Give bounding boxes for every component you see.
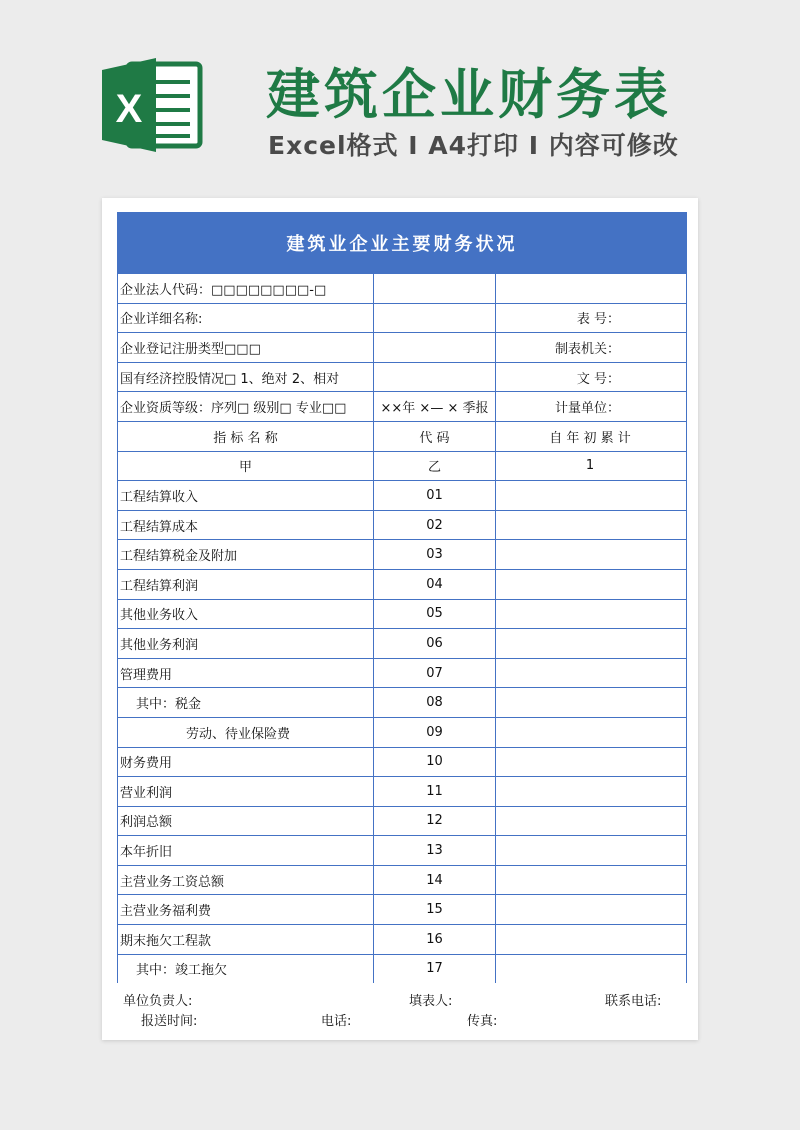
excel-logo-icon	[100, 58, 204, 152]
column-subheader-row	[118, 451, 686, 481]
logo-letter: X	[115, 87, 143, 131]
ytd-value-cell[interactable]	[496, 629, 684, 658]
code-cell[interactable]: 16	[374, 925, 496, 954]
code-cell[interactable]: 04	[374, 570, 496, 599]
table-row	[118, 894, 686, 924]
ytd-value-cell[interactable]	[496, 481, 684, 510]
info-meta-cell[interactable]: 文 号：	[576, 371, 620, 387]
ytd-value-cell[interactable]	[496, 600, 684, 629]
page-subtitle: Excel格式 I A4打印 I 内容可修改	[268, 131, 679, 160]
indicator-name-cell[interactable]: 管理费用	[118, 659, 374, 688]
info-value-cell[interactable]: ××年 ×— × 季报	[374, 392, 496, 421]
info-label-cell[interactable]: 国有经济控股情况□ 1、绝对 2、相对	[118, 363, 374, 392]
info-row	[118, 362, 686, 392]
filler-label: 填表人:	[409, 994, 453, 1009]
info-row	[118, 391, 686, 421]
code-cell[interactable]: 09	[374, 718, 496, 747]
indicator-name-cell[interactable]: 劳动、待业保险费	[118, 718, 374, 747]
info-row	[118, 332, 686, 362]
info-meta-cell[interactable]: 制表机关：	[554, 341, 620, 357]
table-row	[118, 835, 686, 865]
ytd-value-cell[interactable]	[496, 748, 684, 777]
paper-sheet	[102, 198, 698, 1040]
header-ytd-total[interactable]: 自 年 初 累 计	[549, 430, 631, 446]
table-row	[118, 510, 686, 540]
table-row	[118, 658, 686, 688]
subheader-jia[interactable]: 甲	[118, 452, 374, 481]
ytd-value-cell[interactable]	[496, 688, 684, 717]
page-title: 建筑企业财务表	[266, 63, 672, 126]
phone-label: 电话:	[321, 1014, 352, 1029]
ytd-value-cell[interactable]	[496, 718, 684, 747]
subheader-one[interactable]: 1	[585, 457, 595, 473]
code-cell[interactable]: 02	[374, 511, 496, 540]
info-row	[118, 303, 686, 333]
info-value-cell[interactable]	[374, 363, 496, 392]
table-row	[118, 954, 686, 984]
code-cell[interactable]: 08	[374, 688, 496, 717]
table-row	[118, 776, 686, 806]
table-row	[118, 717, 686, 747]
indicator-name-cell[interactable]: 主营业务福利费	[118, 895, 374, 924]
code-cell[interactable]: 11	[374, 777, 496, 806]
indicator-name-cell[interactable]: 营业利润	[118, 777, 374, 806]
info-value-cell[interactable]	[374, 333, 496, 362]
code-cell[interactable]: 10	[374, 748, 496, 777]
indicator-name-cell[interactable]: 工程结算税金及附加	[118, 540, 374, 569]
info-label-cell[interactable]: 企业资质等级：序列□ 级别□ 专业□□	[118, 392, 374, 421]
indicator-name-cell[interactable]: 利润总额	[118, 807, 374, 836]
ytd-value-cell[interactable]	[496, 836, 684, 865]
indicator-name-cell[interactable]: 其中：竣工拖欠	[118, 955, 374, 984]
code-cell[interactable]: 01	[374, 481, 496, 510]
indicator-name-cell[interactable]: 财务费用	[118, 748, 374, 777]
code-cell[interactable]: 14	[374, 866, 496, 895]
ytd-value-cell[interactable]	[496, 895, 684, 924]
table-title: 建筑业企业主要财务状况	[118, 213, 686, 273]
table-row	[118, 599, 686, 629]
indicator-name-cell[interactable]: 其中：税金	[118, 688, 374, 717]
table-row	[118, 687, 686, 717]
ytd-value-cell[interactable]	[496, 570, 684, 599]
ytd-value-cell[interactable]	[496, 659, 684, 688]
code-cell[interactable]: 12	[374, 807, 496, 836]
table-row	[118, 480, 686, 510]
contact-phone-label: 联系电话:	[605, 994, 662, 1009]
info-value-cell[interactable]	[374, 274, 496, 303]
info-label-cell[interactable]: 企业法人代码：□□□□□□□□-□	[118, 274, 374, 303]
code-cell[interactable]: 06	[374, 629, 496, 658]
indicator-name-cell[interactable]: 期末拖欠工程款	[118, 925, 374, 954]
fax-label: 传真:	[467, 1014, 498, 1029]
table-row	[118, 865, 686, 895]
table-row	[118, 569, 686, 599]
ytd-value-cell[interactable]	[496, 955, 684, 984]
table-row	[118, 806, 686, 836]
info-meta-cell[interactable]: 表 号：	[576, 312, 620, 328]
unit-head-label: 单位负责人:	[123, 994, 193, 1009]
table-row	[118, 628, 686, 658]
info-row	[118, 273, 686, 303]
info-meta-cell[interactable]: 计量单位：	[554, 401, 620, 417]
indicator-name-cell[interactable]: 主营业务工资总额	[118, 866, 374, 895]
column-header-row	[118, 421, 686, 451]
submit-time-label: 报送时间:	[141, 1014, 198, 1029]
code-cell[interactable]: 05	[374, 600, 496, 629]
ytd-value-cell[interactable]	[496, 866, 684, 895]
code-cell[interactable]: 07	[374, 659, 496, 688]
subheader-yi[interactable]: 乙	[374, 452, 496, 481]
info-label-cell[interactable]: 企业详细名称:	[118, 304, 374, 333]
indicator-name-cell[interactable]: 其他业务收入	[118, 600, 374, 629]
code-cell[interactable]: 13	[374, 836, 496, 865]
header-indicator-name[interactable]: 指 标 名 称	[118, 422, 374, 451]
financial-table	[117, 212, 687, 983]
indicator-name-cell[interactable]: 工程结算利润	[118, 570, 374, 599]
info-meta-cell[interactable]	[496, 274, 684, 303]
indicator-name-cell[interactable]: 本年折旧	[118, 836, 374, 865]
table-row	[118, 924, 686, 954]
code-cell[interactable]: 17	[374, 955, 496, 984]
ytd-value-cell[interactable]	[496, 511, 684, 540]
indicator-name-cell[interactable]: 其他业务利润	[118, 629, 374, 658]
header-code[interactable]: 代 码	[374, 422, 496, 451]
info-label-cell[interactable]: 企业登记注册类型□□□	[118, 333, 374, 362]
info-value-cell[interactable]	[374, 304, 496, 333]
ytd-value-cell[interactable]	[496, 777, 684, 806]
indicator-name-cell[interactable]: 工程结算成本	[118, 511, 374, 540]
table-row	[118, 747, 686, 777]
code-cell[interactable]: 03	[374, 540, 496, 569]
ytd-value-cell[interactable]	[496, 925, 684, 954]
ytd-value-cell[interactable]	[496, 540, 684, 569]
code-cell[interactable]: 15	[374, 895, 496, 924]
indicator-name-cell[interactable]: 工程结算收入	[118, 481, 374, 510]
table-row	[118, 539, 686, 569]
ytd-value-cell[interactable]	[496, 807, 684, 836]
